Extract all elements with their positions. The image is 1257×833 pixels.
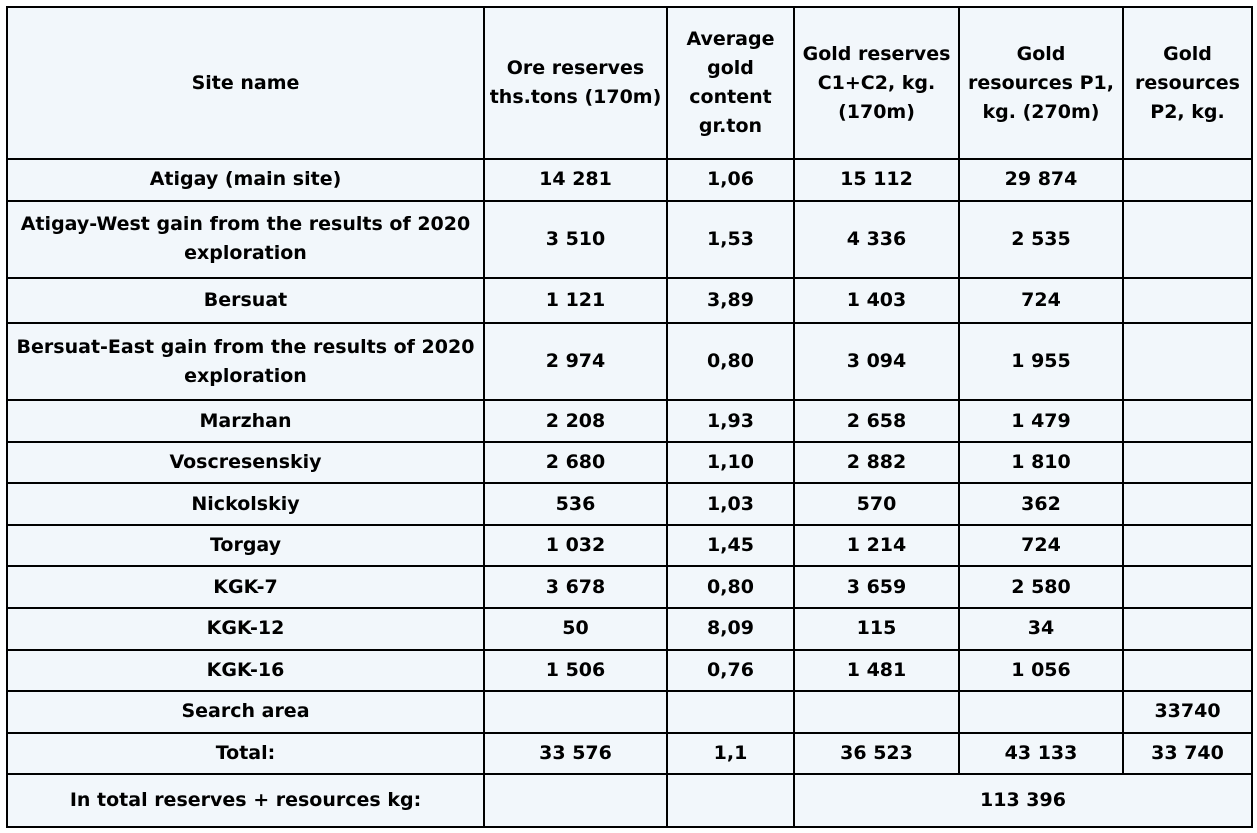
table-row	[7, 442, 1252, 484]
header-average-gold-content: Average gold content gr.ton	[667, 7, 794, 159]
gold-resources-p1-cell: 1 955	[959, 323, 1123, 400]
gold-resources-p1-cell: 2 580	[959, 566, 1123, 608]
total-ore-reserves-cell: 33 576	[484, 733, 667, 775]
gold-resources-p2-cell	[1123, 278, 1252, 324]
gold-resources-p2-cell	[1123, 442, 1252, 484]
gold-reserves-cell: 1 214	[794, 525, 959, 567]
gold-reserves-cell	[794, 691, 959, 733]
gold-reserves-table	[6, 6, 1253, 828]
gold-reserves-cell: 1 403	[794, 278, 959, 324]
gold-reserves-cell: 115	[794, 608, 959, 650]
grand-total-value: 113 396	[794, 774, 1252, 827]
total-label-cell: Total:	[7, 733, 484, 775]
ore-reserves-cell: 1 121	[484, 278, 667, 324]
table-row	[7, 323, 1252, 400]
gold-resources-p2-cell	[1123, 201, 1252, 278]
site-name-cell: KGK-7	[7, 566, 484, 608]
gold-resources-p1-cell: 1 056	[959, 650, 1123, 692]
gold-resources-p2-cell	[1123, 483, 1252, 525]
site-name-cell: KGK-12	[7, 608, 484, 650]
gold-resources-p2-cell	[1123, 650, 1252, 692]
table-row	[7, 608, 1252, 650]
avg-gold-cell: 0,80	[667, 323, 794, 400]
table-row	[7, 525, 1252, 567]
site-name-cell: Bersuat	[7, 278, 484, 324]
gold-resources-p1-cell: 724	[959, 278, 1123, 324]
table-row	[7, 201, 1252, 278]
site-name-cell: Atigay-West gain from the results of 2020 exploration	[7, 201, 484, 278]
avg-gold-cell: 3,89	[667, 278, 794, 324]
ore-reserves-cell	[484, 691, 667, 733]
site-name-cell: Torgay	[7, 525, 484, 567]
gold-reserves-cell: 2 882	[794, 442, 959, 484]
gold-resources-p2-cell	[1123, 323, 1252, 400]
ore-reserves-cell: 3 510	[484, 201, 667, 278]
gold-reserves-cell: 4 336	[794, 201, 959, 278]
gold-resources-p2-cell	[1123, 566, 1252, 608]
avg-gold-cell: 8,09	[667, 608, 794, 650]
gold-resources-p1-cell: 362	[959, 483, 1123, 525]
gold-resources-p2-cell	[1123, 525, 1252, 567]
table-row	[7, 566, 1252, 608]
ore-reserves-cell: 1 032	[484, 525, 667, 567]
total-gold-resources-p2-cell: 33 740	[1123, 733, 1252, 775]
total-gold-resources-p1-cell: 43 133	[959, 733, 1123, 775]
avg-gold-cell: 0,80	[667, 566, 794, 608]
gold-resources-p2-cell	[1123, 400, 1252, 442]
ore-reserves-cell: 50	[484, 608, 667, 650]
gold-reserves-cell: 1 481	[794, 650, 959, 692]
gold-reserves-cell: 15 112	[794, 159, 959, 201]
gold-resources-p1-cell	[959, 691, 1123, 733]
avg-gold-cell: 1,45	[667, 525, 794, 567]
avg-gold-cell: 1,10	[667, 442, 794, 484]
ore-reserves-cell: 1 506	[484, 650, 667, 692]
site-name-cell: KGK-16	[7, 650, 484, 692]
site-name-cell: Atigay (main site)	[7, 159, 484, 201]
site-name-cell: Voscresenskiy	[7, 442, 484, 484]
avg-gold-cell: 1,53	[667, 201, 794, 278]
grand-total-empty-cell	[484, 774, 667, 827]
site-name-cell: Marzhan	[7, 400, 484, 442]
header-row	[7, 7, 1252, 159]
avg-gold-cell: 1,06	[667, 159, 794, 201]
table-row	[7, 483, 1252, 525]
gold-reserves-cell: 570	[794, 483, 959, 525]
grand-total-empty-cell	[667, 774, 794, 827]
site-name-cell: Nickolskiy	[7, 483, 484, 525]
gold-reserves-cell: 3 094	[794, 323, 959, 400]
ore-reserves-cell: 3 678	[484, 566, 667, 608]
ore-reserves-cell: 2 974	[484, 323, 667, 400]
gold-reserves-cell: 3 659	[794, 566, 959, 608]
gold-resources-p1-cell: 1 810	[959, 442, 1123, 484]
grand-total-row	[7, 774, 1252, 827]
header-gold-reserves: Gold reserves C1+C2, kg. (170m)	[794, 7, 959, 159]
table-row	[7, 650, 1252, 692]
gold-resources-p1-cell: 2 535	[959, 201, 1123, 278]
gold-resources-p1-cell: 29 874	[959, 159, 1123, 201]
ore-reserves-cell: 536	[484, 483, 667, 525]
table-row	[7, 159, 1252, 201]
table-row	[7, 691, 1252, 733]
gold-reserves-cell: 2 658	[794, 400, 959, 442]
gold-resources-p2-cell	[1123, 608, 1252, 650]
total-avg-gold-cell: 1,1	[667, 733, 794, 775]
ore-reserves-cell: 2 680	[484, 442, 667, 484]
gold-resources-p2-cell: 33740	[1123, 691, 1252, 733]
grand-total-label: In total reserves + resources kg:	[7, 774, 484, 827]
avg-gold-cell	[667, 691, 794, 733]
total-row	[7, 733, 1252, 775]
gold-resources-p1-cell: 1 479	[959, 400, 1123, 442]
gold-resources-p1-cell: 34	[959, 608, 1123, 650]
avg-gold-cell: 1,03	[667, 483, 794, 525]
header-gold-resources-p2: Gold resources P2, kg.	[1123, 7, 1252, 159]
total-gold-reserves-cell: 36 523	[794, 733, 959, 775]
header-ore-reserves: Ore reserves ths.tons (170m)	[484, 7, 667, 159]
header-site-name: Site name	[7, 7, 484, 159]
header-gold-resources-p1: Gold resources P1, kg. (270m)	[959, 7, 1123, 159]
site-name-cell: Search area	[7, 691, 484, 733]
table-row	[7, 278, 1252, 324]
gold-resources-p2-cell	[1123, 159, 1252, 201]
ore-reserves-cell: 2 208	[484, 400, 667, 442]
ore-reserves-cell: 14 281	[484, 159, 667, 201]
gold-resources-p1-cell: 724	[959, 525, 1123, 567]
table-row	[7, 400, 1252, 442]
site-name-cell: Bersuat-East gain from the results of 2020 exploration	[7, 323, 484, 400]
avg-gold-cell: 1,93	[667, 400, 794, 442]
avg-gold-cell: 0,76	[667, 650, 794, 692]
